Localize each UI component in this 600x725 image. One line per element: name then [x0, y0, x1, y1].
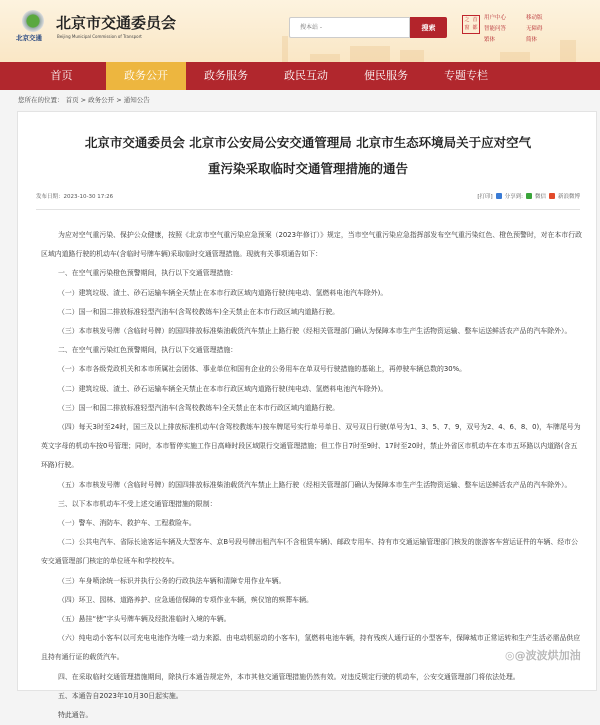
- site-header: [0, 0, 600, 70]
- article-paragraph: （二）公共电汽车、省际长途客运车辆及大型客车、京B号段号牌出租汽车(不含租赁车辆)、邮政专用车、持有市交通运输管理部门核发的旅游客车营运证件的车辆、经市公安交通管理部门核定的单位班车和学校校车。: [41, 538, 579, 566]
- article-paragraph: 五、本通告自2023年10月30日起实施。: [58, 691, 183, 700]
- article-paragraph: （四）每天3时至24时，国三及以上排放标准机动车(含驾校教练车)按车牌尾号实行单号单日、双号双日行驶(单号为1、3、5、7、9，双号为2、4、6、8、0)，车牌尾号为英文字母的机动车按0号管理；同时，本市暂停实施工作日高峰时段区域限行交通管理措施；但工作日7时至9时、17时至20时，禁止外省区市机动车在本市五环路以内道路(含五环路)行驶。: [41, 423, 581, 470]
- watermark-text: @波波烘加油: [514, 649, 581, 662]
- divider: [36, 209, 580, 210]
- wechat-icon[interactable]: [526, 193, 532, 199]
- article-paragraph: （三）车身喷涂统一标识并执行公务的行政执法车辆和清障专用作业车辆。: [58, 576, 286, 585]
- article-paragraph: 特此通告。: [58, 711, 93, 720]
- link-simplified[interactable]: 简体: [526, 37, 538, 43]
- article-paragraph: （五）本市核发号牌（含临时号牌）的国四排放标准柴油载货汽车禁止上路行驶（经相关管理部门确认为保障本市生产生活物资运输、整车运送鲜活农产品的汽车除外）。: [58, 480, 572, 489]
- article-paragraph: （二）建筑垃圾、渣土、砂石运输车辆全天禁止在本市行政区域内道路行驶(纯电动、氢燃料电池汽车除外)。: [58, 384, 388, 393]
- site-title[interactable]: 北京市交通委员会: [56, 14, 177, 32]
- search-button[interactable]: 搜索: [410, 17, 447, 38]
- nav-interaction[interactable]: 政民互动: [284, 69, 328, 82]
- nav-gov-affairs-open[interactable]: 政务公开: [106, 62, 186, 90]
- article-container: [17, 111, 597, 720]
- publish-date: 2023-10-30 17:26: [63, 194, 114, 200]
- article-paragraph: 三、以下本市机动车不受上述交通管理措施的限制：: [58, 499, 217, 508]
- share-wechat[interactable]: 微信: [534, 194, 546, 200]
- seal-char: 都: [472, 25, 478, 32]
- link-smart-qa[interactable]: 智能问答: [484, 26, 507, 32]
- nav-special-topics[interactable]: 专题专栏: [444, 69, 488, 82]
- title-line: 重污染采取临时交通管理措施的通告: [207, 161, 408, 176]
- link-user-center[interactable]: 用户中心: [484, 15, 507, 21]
- title-line: 北京市交通委员会 北京市公安局公安交通管理局 北京市生态环境局关于应对空气: [84, 135, 532, 150]
- article-paragraph: （一）本市各级党政机关和本市所属社会团体、事业单位和国有企业的公务用车在单双号行驶措施的基础上，再停驶车辆总数的30%。: [58, 365, 467, 374]
- breadcrumb-home[interactable]: 首页: [65, 96, 79, 104]
- seal-char: 之: [464, 16, 470, 23]
- breadcrumb-separator: >: [114, 96, 124, 104]
- article-paragraph: 二、在空气重污染红色预警期间，执行以下交通管理措施：: [58, 346, 238, 355]
- share-weibo[interactable]: 新浪微博: [557, 194, 580, 200]
- article-paragraph: （六）纯电动小客车(以可充电电池作为唯一动力来源、由电动机驱动的小客车)，氢燃料电池车辆，持有残疾人通行证的小型客车，保障城市正常运转和生产生活必需品供应且持有通行证的载货汽车。: [41, 634, 581, 662]
- article-meta: [36, 192, 580, 200]
- article-paragraph: （三）本市核发号牌（含临时号牌）的国四排放标准柴油载货汽车禁止上路行驶（经相关管理部门确认为保障本市生产生活物资运输、整车运送鲜活农产品的汽车除外）。: [58, 327, 572, 336]
- article-paragraph: 为应对空气重污染、保护公众健康，按照《北京市空气重污染应急预案（2023年修订）》规定，当市空气重污染应急指挥部发布空气重污染红色、橙色预警时，对在本市行政区域内道路行驶的机动车(含临时号牌车辆)采取临时交通管理措施。现就有关事项通告如下：: [41, 231, 582, 259]
- article-paragraph: （三）国一和国二排放标准轻型汽油车(含驾校教练车)全天禁止在本市行政区域内道路行驶。: [58, 403, 339, 412]
- nav-home[interactable]: 首页: [50, 69, 73, 82]
- article-paragraph: （一）建筑垃圾、渣土、砂石运输车辆全天禁止在本市行政区域内道路行驶(纯电动、氢燃料电池汽车除外)。: [58, 288, 388, 297]
- breadcrumb-separator: >: [78, 96, 89, 104]
- share-label: 分享到:: [504, 194, 523, 200]
- site-title-en: Beijing Municipal Commission of Transport: [57, 34, 142, 39]
- date-label: 发布日期：: [36, 194, 64, 200]
- capital-window-logo[interactable]: [462, 15, 480, 34]
- nav-gov-services[interactable]: 政务服务: [204, 69, 248, 82]
- logo-emblem-icon: [22, 10, 44, 32]
- search-bar: [289, 17, 447, 38]
- breadcrumb: [18, 95, 150, 104]
- article-body: [41, 226, 583, 725]
- nav-public-services[interactable]: 便民服务: [364, 69, 408, 82]
- weibo-icon[interactable]: [549, 193, 555, 199]
- breadcrumb-notices[interactable]: 通知公告: [123, 96, 150, 104]
- link-traditional[interactable]: 繁体: [484, 37, 496, 43]
- link-mobile[interactable]: 移动版: [526, 15, 543, 21]
- article-paragraph: 一、在空气重污染橙色预警期间，执行以下交通管理措施：: [58, 269, 238, 278]
- search-input[interactable]: [289, 17, 410, 38]
- logo-text: 北京交通: [16, 34, 42, 42]
- watermark: ◎@波波烘加油: [505, 649, 581, 662]
- top-links: [484, 13, 556, 43]
- main-nav: [0, 62, 600, 90]
- share-bar: [477, 192, 580, 200]
- print-button[interactable]: [打印]: [477, 194, 493, 200]
- breadcrumb-gov-open[interactable]: 政务公开: [88, 96, 115, 104]
- article-paragraph: （一）警车、消防车、救护车、工程救险车。: [58, 519, 196, 528]
- breadcrumb-prefix: 您所在的位置：: [18, 96, 64, 104]
- printer-icon[interactable]: [496, 193, 502, 199]
- article-paragraph: （二）国一和国二排放标准轻型汽油车(含驾校教练车)全天禁止在本市行政区域内道路行驶。: [58, 307, 339, 316]
- article-title: [18, 130, 598, 182]
- seal-char: 窗: [464, 25, 470, 32]
- article-paragraph: 四、在采取临时交通管理措施期间，除执行本通告规定外，本市其他交通管理措施仍然有效。对违反规定行驶的机动车，公安交通管理部门将依法处理。: [58, 672, 520, 681]
- link-accessibility[interactable]: 无障碍: [526, 26, 543, 32]
- seal-char: 首: [472, 16, 478, 23]
- article-paragraph: （四）环卫、园林、道路养护、应急通信保障的专项作业车辆，殡仪馆的殡葬车辆。: [58, 595, 313, 604]
- article-paragraph: （五）悬挂“使”字头号牌车辆及经批准临时入境的车辆。: [58, 615, 231, 624]
